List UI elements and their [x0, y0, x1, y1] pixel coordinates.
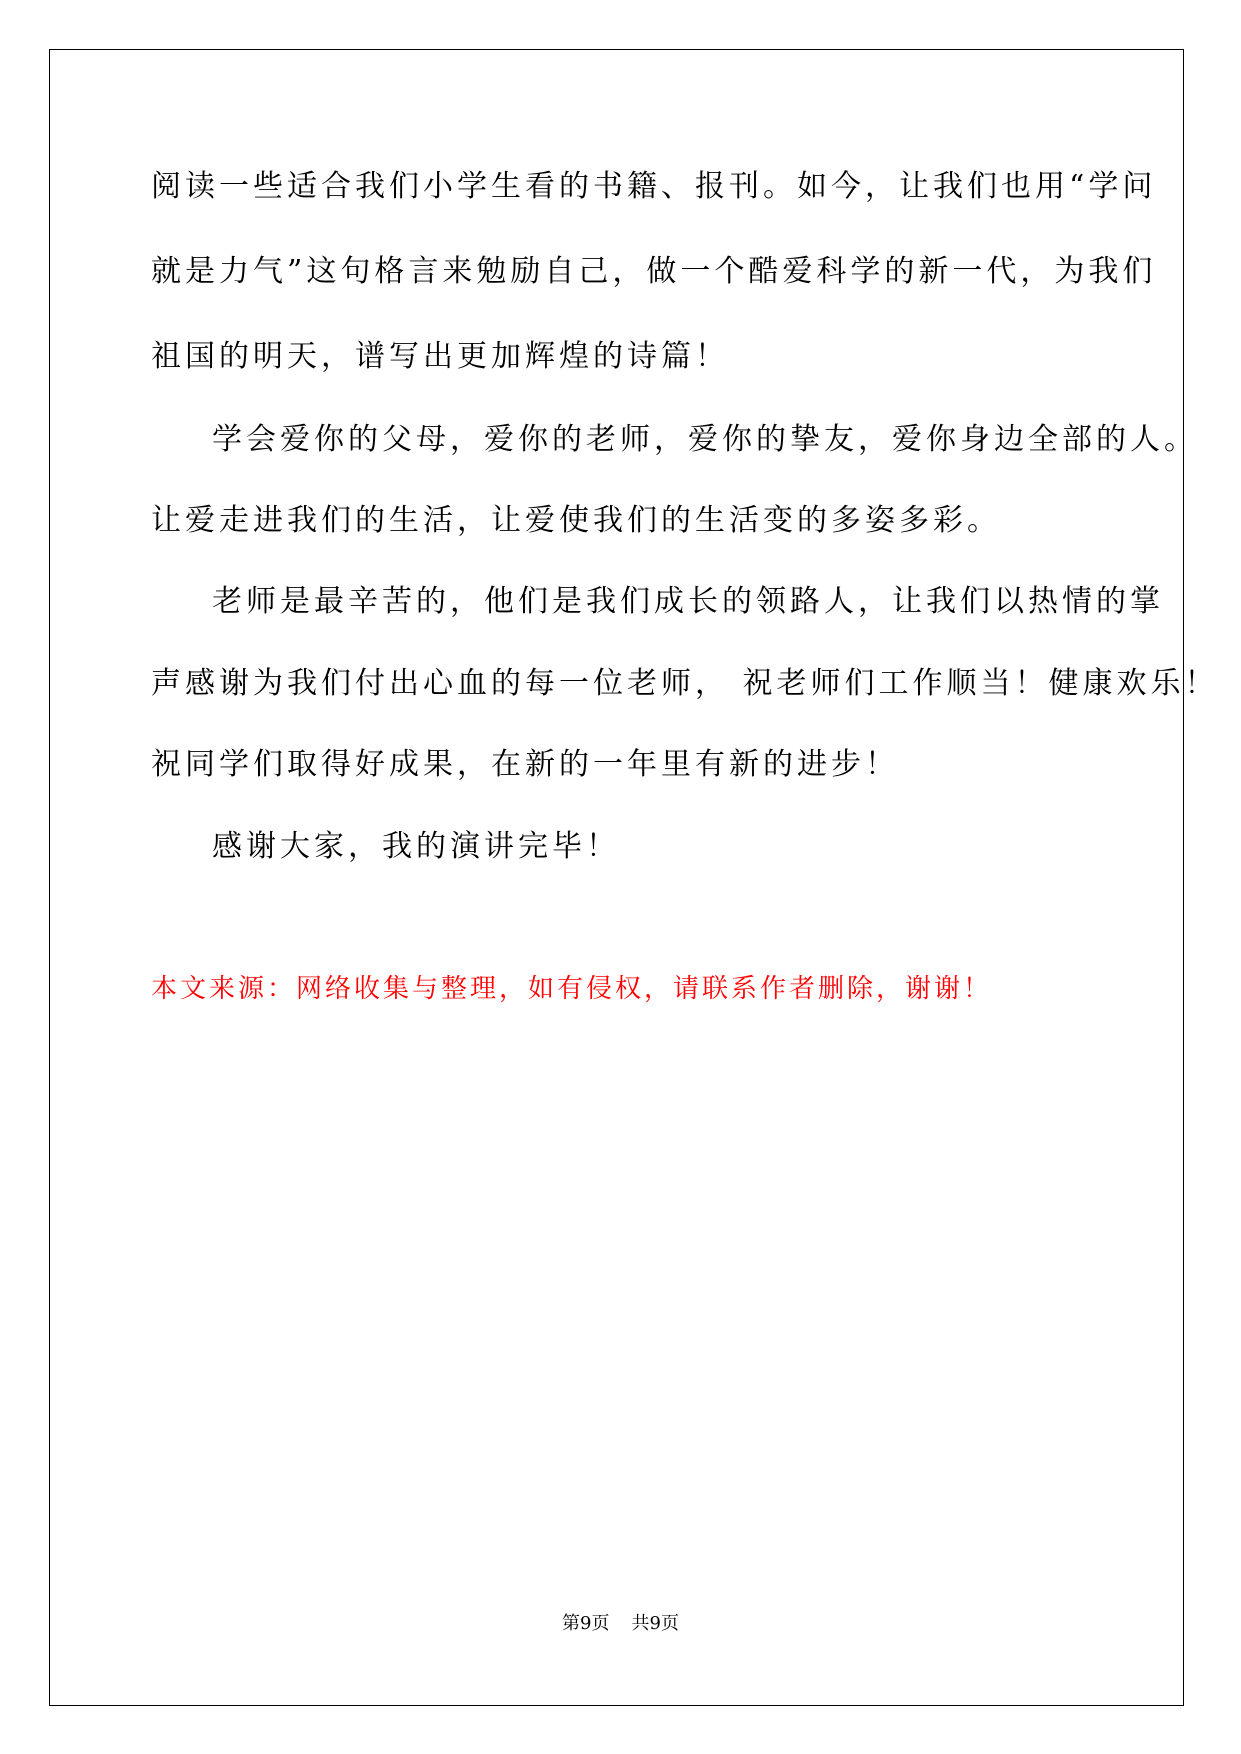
- body-line: 就是力气”这句格言来勉励自己，做一个酷爱科学的新一代，为我们: [151, 254, 1157, 289]
- body-line: 阅读一些适合我们小学生看的书籍、报刊。如今，让我们也用“学问: [151, 169, 1157, 204]
- page-footer: [0, 1612, 1241, 1636]
- page-frame: [49, 49, 1184, 1706]
- body-line: 感谢大家，我的演讲完毕！: [212, 829, 620, 864]
- body-line: 祖国的明天，谱写出更加辉煌的诗篇！: [151, 339, 729, 374]
- page-number-total: 共9页: [631, 1613, 679, 1634]
- body-line: 祝同学们取得好成果，在新的一年里有新的进步！: [151, 747, 899, 782]
- body-line: 老师是最辛苦的，他们是我们成长的领路人，让我们以热情的掌: [212, 584, 1164, 619]
- body-line: 让爱走进我们的生活，让爱使我们的生活变的多姿多彩。: [151, 503, 1001, 538]
- page-number-current: 第9页: [562, 1613, 610, 1634]
- body-line: 声感谢为我们付出心血的每一位老师， 祝老师们工作顺当！健康欢乐！: [151, 666, 1219, 701]
- body-line: 学会爱你的父母，爱你的老师，爱你的挚友，爱你身边全部的人。: [212, 422, 1198, 457]
- source-note: 本文来源：网络收集与整理，如有侵权，请联系作者删除，谢谢！: [151, 974, 993, 1004]
